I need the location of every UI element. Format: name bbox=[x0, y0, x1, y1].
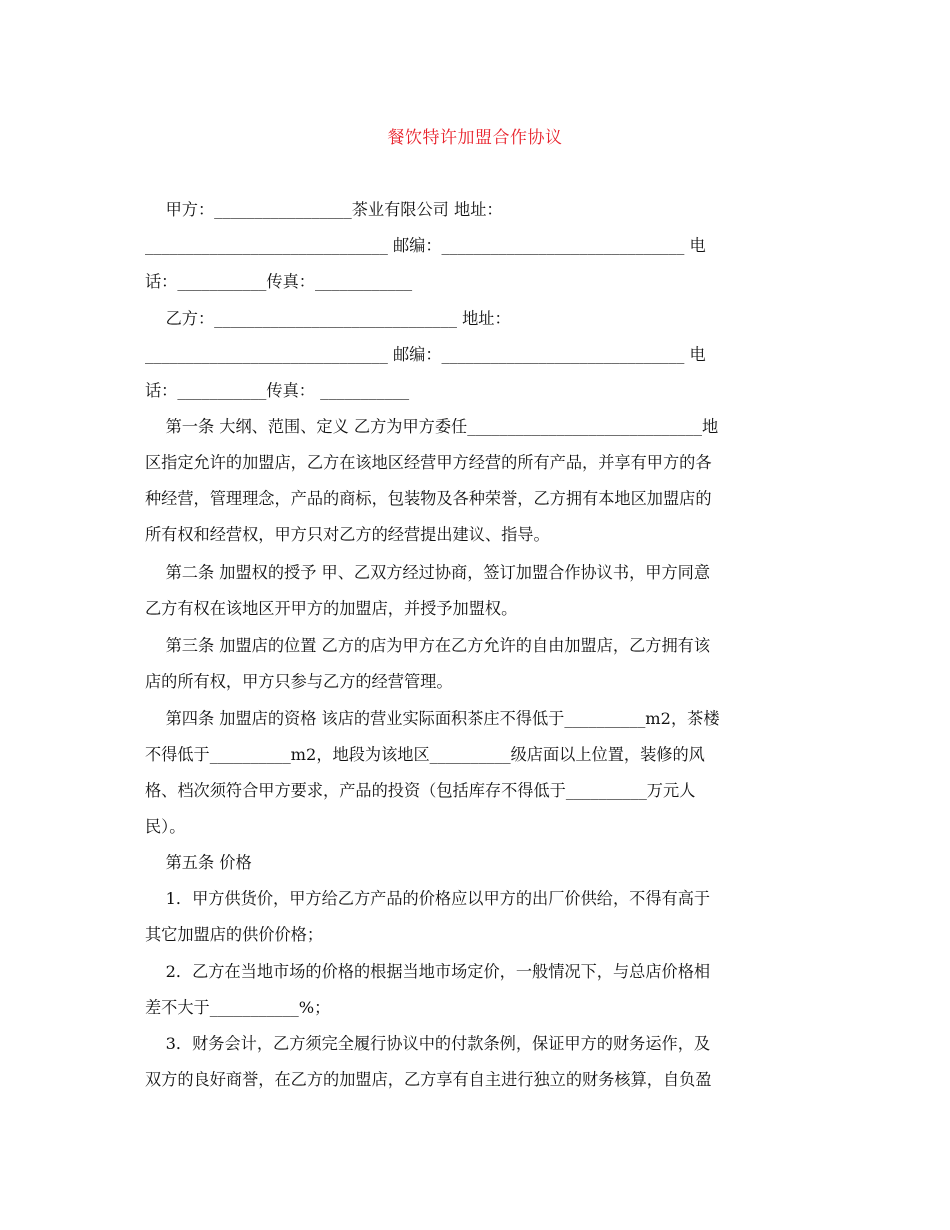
article-4-line-2: 不得低于__________m2，地段为该地区__________级店面以上位置，装修的风 bbox=[145, 745, 705, 764]
article-5-heading: 第五条 价格 bbox=[145, 853, 252, 872]
article-1-line-4: 所有权和经营权，甲方只对乙方的经营提出建议、指导。 bbox=[145, 525, 550, 544]
party-a-address-line: ______________________________ 邮编：______________________________ 电 bbox=[145, 236, 706, 255]
article-3-line-2: 店的所有权，甲方只参与乙方的经营管理。 bbox=[145, 672, 453, 691]
article-5-item-1-line-1: 1．甲方供货价，甲方给乙方产品的价格应以甲方的出厂价供给，不得有高于 bbox=[145, 889, 711, 908]
party-a-phone-line: 话：___________传真：____________ bbox=[145, 272, 413, 291]
article-5-item-1-line-2: 其它加盟店的供价价格； bbox=[145, 925, 324, 944]
party-b-address-line: ______________________________ 邮编：______________________________ 电 bbox=[145, 345, 706, 364]
document-title: 餐饮特许加盟合作协议 bbox=[387, 128, 563, 148]
article-4-line-1: 第四条 加盟店的资格 该店的营业实际面积茶庄不得低于__________m2，茶楼 bbox=[145, 709, 720, 728]
article-5-item-3-line-1: 3．财务会计，乙方须完全履行协议中的付款条例，保证甲方的财务运作，及 bbox=[145, 1034, 711, 1053]
article-3-line-1: 第三条 加盟店的位置 乙方的店为甲方在乙方允许的自由加盟店，乙方拥有该 bbox=[145, 636, 711, 655]
party-b-line: 乙方：______________________________ 地址： bbox=[145, 309, 511, 328]
party-b-phone-line: 话：___________传真： ___________ bbox=[145, 381, 410, 400]
article-1-line-2: 区指定允许的加盟店，乙方在该地区经营甲方经营的所有产品，并享有甲方的各 bbox=[145, 453, 712, 472]
article-1-line-3: 种经营，管理理念，产品的商标，包装物及各种荣誉，乙方拥有本地区加盟店的 bbox=[145, 489, 712, 508]
article-1-line-1: 第一条 大纲、范围、定义 乙方为甲方委任_____________________________地 bbox=[145, 417, 719, 436]
article-4-line-4: 民）。 bbox=[145, 817, 186, 836]
article-4-line-3: 格、档次须符合甲方要求，产品的投资（包括库存不得低于__________万元人 bbox=[145, 781, 696, 800]
article-5-item-2-line-2: 差不大于___________%； bbox=[145, 998, 331, 1017]
article-2-line-2: 乙方有权在该地区开甲方的加盟店，并授予加盟权。 bbox=[145, 599, 518, 618]
article-5-item-3-line-2: 双方的良好商誉，在乙方的加盟店，乙方享有自主进行独立的财务核算，自负盈 bbox=[145, 1070, 712, 1089]
article-5-item-2-line-1: 2．乙方在当地市场的价格的根据当地市场定价，一般情况下，与总店价格相 bbox=[145, 962, 711, 981]
party-a-line: 甲方：_________________茶业有限公司 地址： bbox=[145, 200, 503, 219]
article-2-line-1: 第二条 加盟权的授予 甲、乙双方经过协商，签订加盟合作协议书，甲方同意 bbox=[145, 563, 711, 582]
